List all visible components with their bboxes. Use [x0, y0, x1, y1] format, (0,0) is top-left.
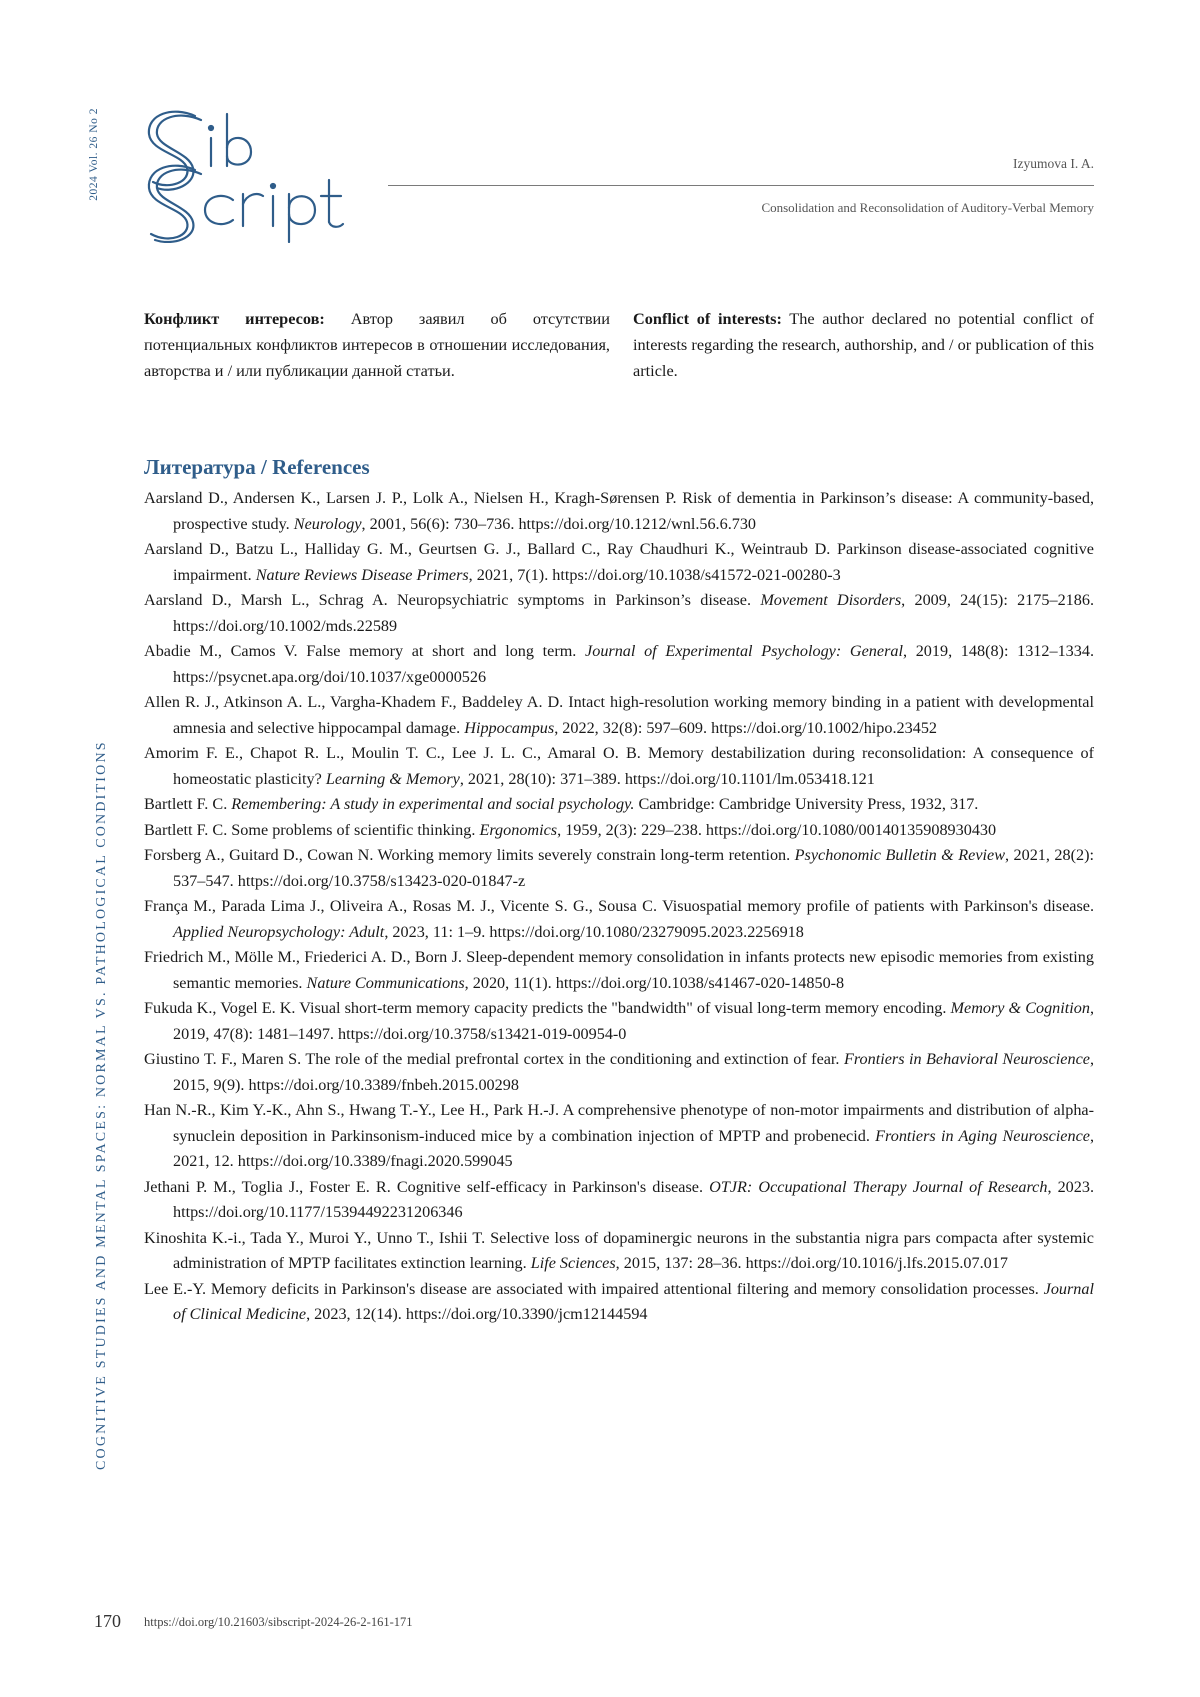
reference-item: Friedrich M., Mölle M., Friederici A. D., Born J. Sleep-dependent memory consolidation in infants protects new episodic memories from existing semantic memories. Nature Communications, 2020, 11(1). https://doi.org/10.1038/s41467-020-14850-8 — [144, 948, 1094, 992]
running-head-title: Consolidation and Reconsolidation of Auditory-Verbal Memory — [761, 200, 1094, 215]
reference-item: Allen R. J., Atkinson A. L., Vargha-Khadem F., Baddeley A. D. Intact high-resolution working memory binding in a patient with developmental amnesia and selective hippocampal damage. Hippocampus, 2022, 32(8): 597–609. https://doi.org/10.1002/hipo.23452 — [144, 693, 1094, 737]
reference-item: Forsberg A., Guitard D., Cowan N. Working memory limits severely constrain long-term retention. Psychonomic Bulletin & Review, 2021, 28(2): 537–547. https://doi.org/10.3758/s13423-020-01847-z — [144, 846, 1094, 890]
conflict-text-en: The author declared no potential conflict of interests regarding the research, authorship, and / or publication of this article. — [633, 309, 1094, 380]
header-divider — [388, 185, 1094, 186]
conflict-text-ru: Автор заявил об отсутствии потенциальных конфликтов интересов в отношении исследования, авторства и / или публикации данной статьи. — [144, 309, 610, 380]
conflict-of-interest-ru — [144, 306, 610, 384]
reference-item: Amorim F. E., Chapot R. L., Moulin T. C., Lee J. L. C., Amaral O. B. Memory destabilization during reconsolidation: A consequence of homeostatic plasticity? Learning & Memory, 2021, 28(10): 371–389. https://doi.org/10.1101/lm.053418.121 — [144, 744, 1094, 788]
reference-item: França M., Parada Lima J., Oliveira A., Rosas M. J., Vicente S. G., Sousa C. Visuospatial memory profile of patients with Parkinson's disease. Applied Neuropsychology: Adult, 2023, 11: 1–9. https://doi.org/10.1080/23279095.2023.2256918 — [144, 897, 1094, 941]
volume-info: 2024 Vol. 26 No 2 — [88, 108, 100, 201]
running-head-author: Izyumova I. A. — [1013, 156, 1094, 171]
references-list — [144, 486, 1094, 1328]
reference-item: Han N.-R., Kim Y.-K., Ahn S., Hwang T.-Y., Lee H., Park H.-J. A comprehensive phenotype of non-motor impairments and distribution of alpha-synuclein deposition in Parkinsonism-induced mice by a combination injection of MPTP and probenecid. Frontiers in Aging Neuroscience, 2021, 12. https://doi.org/10.3389/fnagi.2020.599045 — [144, 1101, 1095, 1170]
logo-text: SibScript — [143, 108, 148, 109]
conflict-label-en: Conflict of interests: — [633, 309, 782, 328]
sibscript-logo — [143, 108, 375, 243]
reference-item: Lee E.-Y. Memory deficits in Parkinson's disease are associated with impaired attentional filtering and memory consolidation processes. Journal of Clinical Medicine, 2023, 12(14). https://doi.org/10.3390/jcm12144594 — [144, 1279, 1094, 1323]
reference-item: Aarsland D., Marsh L., Schrag A. Neuropsychiatric symptoms in Parkinson’s disease. Movement Disorders, 2009, 24(15): 2175–2186. https://doi.org/10.1002/mds.22589 — [144, 591, 1094, 635]
journal-series-title: COGNITIVE STUDIES AND MENTAL SPACES: NORMAL VS. PATHOLOGICAL CONDITIONS — [94, 740, 109, 1470]
reference-item: Jethani P. M., Toglia J., Foster E. R. Cognitive self-efficacy in Parkinson's disease. OTJR: Occupational Therapy Journal of Research, 2023. https://doi.org/10.1177/15394492231206346 — [144, 1177, 1095, 1221]
reference-item: Aarsland D., Andersen K., Larsen J. P., Lolk A., Nielsen H., Kragh-Sørensen P. Risk of dementia in Parkinson’s disease: A community-based, prospective study. Neurology, 2001, 56(6): 730–736. https://doi.org/10.1212/wnl.56.6.730 — [144, 489, 1094, 533]
conflict-of-interest-en — [633, 306, 1094, 384]
conflict-label-ru: Конфликт интересов: — [144, 309, 325, 328]
reference-item: Kinoshita K.-i., Tada Y., Muroi Y., Unno T., Ishii T. Selective loss of dopaminergic neurons in the substantia nigra pars compacta after systemic administration of MPTP facilitates extinction learning. Life Sciences, 2015, 137: 28–36. https://doi.org/10.1016/j.lfs.2015.07.017 — [144, 1228, 1094, 1272]
reference-item: Bartlett F. C. Remembering: A study in experimental and social psychology. Cambridge: Cambridge University Press, 1932, 317. — [144, 795, 979, 813]
reference-item: Abadie M., Camos V. False memory at short and long term. Journal of Experimental Psychology: General, 2019, 148(8): 1312–1334. https://psycnet.apa.org/doi/10.1037/xge0000526 — [144, 642, 1095, 686]
article-doi-link[interactable]: https://doi.org/10.21603/sibscript-2024-26-2-161-171 — [144, 1615, 413, 1629]
reference-item: Bartlett F. C. Some problems of scientific thinking. Ergonomics, 1959, 2(3): 229–238. https://doi.org/10.1080/00140135908930430 — [144, 820, 997, 839]
reference-item: Aarsland D., Batzu L., Halliday G. M., Geurtsen G. J., Ballard C., Ray Chaudhuri K., Weintraub D. Parkinson disease-associated cognitive impairment. Nature Reviews Disease Primers, 2021, 7(1). https://doi.org/10.1038/s41572-021-00280-3 — [144, 540, 1094, 584]
references-heading: Литература / References — [144, 455, 370, 479]
reference-item: Giustino T. F., Maren S. The role of the medial prefrontal cortex in the conditioning and extinction of fear. Frontiers in Behavioral Neuroscience, 2015, 9(9). https://doi.org/10.3389/fnbeh.2015.00298 — [144, 1050, 1094, 1094]
page-number: 170 — [94, 1611, 121, 1631]
reference-item: Fukuda K., Vogel E. K. Visual short-term memory capacity predicts the "bandwidth" of visual long-term memory encoding. Memory & Cognition, 2019, 47(8): 1481–1497. https://doi.org/10.3758/s13421-019-00954-0 — [144, 999, 1094, 1043]
